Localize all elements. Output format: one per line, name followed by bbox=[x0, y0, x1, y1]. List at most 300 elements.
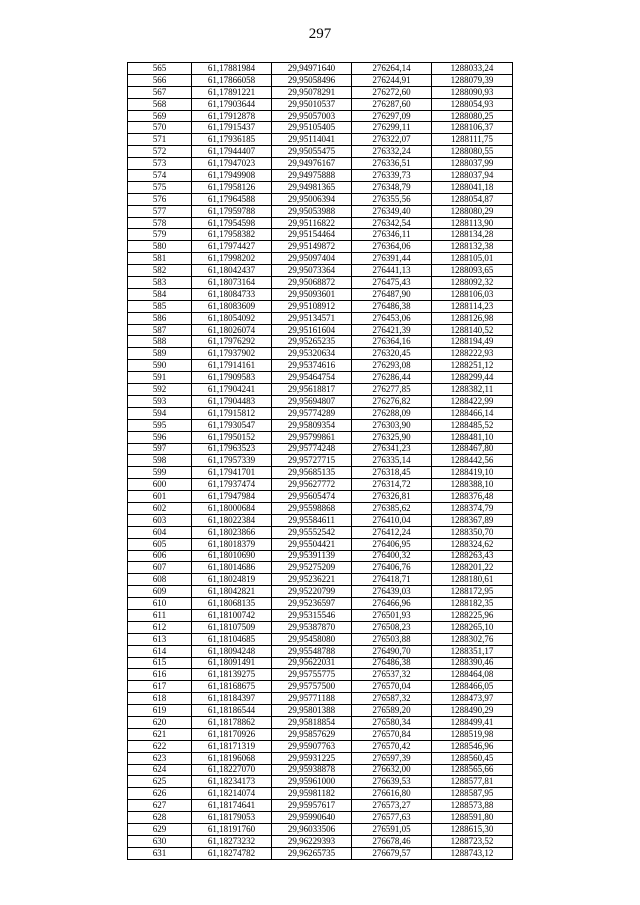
table-row bbox=[128, 693, 513, 705]
table-row bbox=[128, 800, 513, 812]
coordinates-table-body bbox=[128, 63, 513, 860]
longitude-cell: 29,95275209 bbox=[272, 562, 352, 574]
x-coordinate-cell: 276341,23 bbox=[352, 443, 432, 455]
point-number-cell: 586 bbox=[128, 312, 192, 324]
y-coordinate-cell: 1288140,52 bbox=[432, 324, 513, 336]
y-coordinate-cell: 1288054,93 bbox=[432, 98, 513, 110]
table-row bbox=[128, 776, 513, 788]
longitude-cell: 29,94975888 bbox=[272, 170, 352, 182]
table-row bbox=[128, 835, 513, 847]
point-number-cell: 592 bbox=[128, 384, 192, 396]
x-coordinate-cell: 276326,81 bbox=[352, 491, 432, 503]
latitude-cell: 61,18214074 bbox=[192, 788, 272, 800]
latitude-cell: 61,17947984 bbox=[192, 491, 272, 503]
y-coordinate-cell: 1288560,45 bbox=[432, 752, 513, 764]
longitude-cell: 29,95265235 bbox=[272, 336, 352, 348]
x-coordinate-cell: 276325,90 bbox=[352, 431, 432, 443]
longitude-cell: 29,95685135 bbox=[272, 467, 352, 479]
x-coordinate-cell: 276349,40 bbox=[352, 205, 432, 217]
x-coordinate-cell: 276486,38 bbox=[352, 657, 432, 669]
x-coordinate-cell: 276487,90 bbox=[352, 288, 432, 300]
x-coordinate-cell: 276587,32 bbox=[352, 693, 432, 705]
point-number-cell: 601 bbox=[128, 491, 192, 503]
point-number-cell: 616 bbox=[128, 669, 192, 681]
latitude-cell: 61,18273232 bbox=[192, 835, 272, 847]
x-coordinate-cell: 276272,60 bbox=[352, 86, 432, 98]
latitude-cell: 61,17949908 bbox=[192, 170, 272, 182]
latitude-cell: 61,17914161 bbox=[192, 360, 272, 372]
latitude-cell: 61,18170926 bbox=[192, 728, 272, 740]
latitude-cell: 61,17904241 bbox=[192, 384, 272, 396]
x-coordinate-cell: 276346,11 bbox=[352, 229, 432, 241]
table-row bbox=[128, 98, 513, 110]
point-number-cell: 598 bbox=[128, 455, 192, 467]
y-coordinate-cell: 1288080,25 bbox=[432, 110, 513, 122]
y-coordinate-cell: 1288033,24 bbox=[432, 63, 513, 75]
y-coordinate-cell: 1288481,10 bbox=[432, 431, 513, 443]
latitude-cell: 61,18014686 bbox=[192, 562, 272, 574]
latitude-cell: 61,18024819 bbox=[192, 574, 272, 586]
point-number-cell: 625 bbox=[128, 776, 192, 788]
y-coordinate-cell: 1288037,99 bbox=[432, 158, 513, 170]
longitude-cell: 29,95078291 bbox=[272, 86, 352, 98]
y-coordinate-cell: 1288080,55 bbox=[432, 146, 513, 158]
x-coordinate-cell: 276287,60 bbox=[352, 98, 432, 110]
longitude-cell: 29,96229393 bbox=[272, 835, 352, 847]
x-coordinate-cell: 276303,90 bbox=[352, 419, 432, 431]
page-number: 297 bbox=[308, 26, 332, 42]
latitude-cell: 61,17936185 bbox=[192, 134, 272, 146]
table-row bbox=[128, 431, 513, 443]
y-coordinate-cell: 1288079,39 bbox=[432, 74, 513, 86]
table-row bbox=[128, 716, 513, 728]
longitude-cell: 29,95981182 bbox=[272, 788, 352, 800]
point-number-cell: 582 bbox=[128, 265, 192, 277]
point-number-cell: 622 bbox=[128, 740, 192, 752]
table-row bbox=[128, 538, 513, 550]
longitude-cell: 29,96265735 bbox=[272, 847, 352, 859]
table-row bbox=[128, 205, 513, 217]
y-coordinate-cell: 1288201,22 bbox=[432, 562, 513, 574]
table-row bbox=[128, 372, 513, 384]
longitude-cell: 29,95727715 bbox=[272, 455, 352, 467]
x-coordinate-cell: 276597,39 bbox=[352, 752, 432, 764]
latitude-cell: 61,18174641 bbox=[192, 800, 272, 812]
x-coordinate-cell: 276276,82 bbox=[352, 395, 432, 407]
x-coordinate-cell: 276580,34 bbox=[352, 716, 432, 728]
point-number-cell: 615 bbox=[128, 657, 192, 669]
x-coordinate-cell: 276490,70 bbox=[352, 645, 432, 657]
x-coordinate-cell: 276570,04 bbox=[352, 681, 432, 693]
x-coordinate-cell: 276589,20 bbox=[352, 705, 432, 717]
y-coordinate-cell: 1288565,66 bbox=[432, 764, 513, 776]
longitude-cell: 29,95857629 bbox=[272, 728, 352, 740]
y-coordinate-cell: 1288324,62 bbox=[432, 538, 513, 550]
point-number-cell: 623 bbox=[128, 752, 192, 764]
y-coordinate-cell: 1288723,52 bbox=[432, 835, 513, 847]
latitude-cell: 61,17964588 bbox=[192, 193, 272, 205]
x-coordinate-cell: 276570,42 bbox=[352, 740, 432, 752]
longitude-cell: 29,95961000 bbox=[272, 776, 352, 788]
longitude-cell: 29,95134571 bbox=[272, 312, 352, 324]
x-coordinate-cell: 276573,27 bbox=[352, 800, 432, 812]
x-coordinate-cell: 276318,45 bbox=[352, 467, 432, 479]
x-coordinate-cell: 276335,14 bbox=[352, 455, 432, 467]
y-coordinate-cell: 1288367,89 bbox=[432, 514, 513, 526]
point-number-cell: 576 bbox=[128, 193, 192, 205]
y-coordinate-cell: 1288092,32 bbox=[432, 277, 513, 289]
point-number-cell: 613 bbox=[128, 633, 192, 645]
latitude-cell: 61,18026074 bbox=[192, 324, 272, 336]
y-coordinate-cell: 1288467,80 bbox=[432, 443, 513, 455]
y-coordinate-cell: 1288054,87 bbox=[432, 193, 513, 205]
latitude-cell: 61,17947023 bbox=[192, 158, 272, 170]
latitude-cell: 61,17954598 bbox=[192, 217, 272, 229]
longitude-cell: 29,95108912 bbox=[272, 300, 352, 312]
point-number-cell: 627 bbox=[128, 800, 192, 812]
longitude-cell: 29,95105405 bbox=[272, 122, 352, 134]
x-coordinate-cell: 276277,85 bbox=[352, 384, 432, 396]
longitude-cell: 29,95464754 bbox=[272, 372, 352, 384]
longitude-cell: 29,95387870 bbox=[272, 621, 352, 633]
table-row bbox=[128, 847, 513, 859]
x-coordinate-cell: 276314,72 bbox=[352, 479, 432, 491]
table-row bbox=[128, 586, 513, 598]
longitude-cell: 29,95990640 bbox=[272, 812, 352, 824]
point-number-cell: 587 bbox=[128, 324, 192, 336]
point-number-cell: 629 bbox=[128, 824, 192, 836]
table-row bbox=[128, 550, 513, 562]
table-row bbox=[128, 419, 513, 431]
longitude-cell: 29,95774289 bbox=[272, 407, 352, 419]
latitude-cell: 61,18178862 bbox=[192, 716, 272, 728]
y-coordinate-cell: 1288442,56 bbox=[432, 455, 513, 467]
latitude-cell: 61,18274782 bbox=[192, 847, 272, 859]
table-row bbox=[128, 110, 513, 122]
table-row bbox=[128, 348, 513, 360]
y-coordinate-cell: 1288587,95 bbox=[432, 788, 513, 800]
y-coordinate-cell: 1288388,10 bbox=[432, 479, 513, 491]
x-coordinate-cell: 276678,46 bbox=[352, 835, 432, 847]
table-row bbox=[128, 479, 513, 491]
latitude-cell: 61,18171319 bbox=[192, 740, 272, 752]
y-coordinate-cell: 1288263,43 bbox=[432, 550, 513, 562]
y-coordinate-cell: 1288615,30 bbox=[432, 824, 513, 836]
longitude-cell: 29,95757500 bbox=[272, 681, 352, 693]
y-coordinate-cell: 1288080,29 bbox=[432, 205, 513, 217]
y-coordinate-cell: 1288466,14 bbox=[432, 407, 513, 419]
latitude-cell: 61,18186544 bbox=[192, 705, 272, 717]
latitude-cell: 61,17976292 bbox=[192, 336, 272, 348]
table-row bbox=[128, 491, 513, 503]
latitude-cell: 61,17998202 bbox=[192, 253, 272, 265]
latitude-cell: 61,18022384 bbox=[192, 514, 272, 526]
latitude-cell: 61,17937474 bbox=[192, 479, 272, 491]
table-row bbox=[128, 181, 513, 193]
latitude-cell: 61,18000684 bbox=[192, 502, 272, 514]
latitude-cell: 61,18042437 bbox=[192, 265, 272, 277]
longitude-cell: 29,94971640 bbox=[272, 63, 352, 75]
y-coordinate-cell: 1288093,65 bbox=[432, 265, 513, 277]
latitude-cell: 61,17930547 bbox=[192, 419, 272, 431]
point-number-cell: 621 bbox=[128, 728, 192, 740]
latitude-cell: 61,17959788 bbox=[192, 205, 272, 217]
point-number-cell: 617 bbox=[128, 681, 192, 693]
longitude-cell: 29,95622031 bbox=[272, 657, 352, 669]
table-row bbox=[128, 288, 513, 300]
table-row bbox=[128, 812, 513, 824]
x-coordinate-cell: 276439,03 bbox=[352, 586, 432, 598]
x-coordinate-cell: 276299,11 bbox=[352, 122, 432, 134]
longitude-cell: 29,95161604 bbox=[272, 324, 352, 336]
x-coordinate-cell: 276244,91 bbox=[352, 74, 432, 86]
latitude-cell: 61,17903644 bbox=[192, 98, 272, 110]
point-number-cell: 578 bbox=[128, 217, 192, 229]
y-coordinate-cell: 1288251,12 bbox=[432, 360, 513, 372]
y-coordinate-cell: 1288519,98 bbox=[432, 728, 513, 740]
x-coordinate-cell: 276406,95 bbox=[352, 538, 432, 550]
latitude-cell: 61,17909583 bbox=[192, 372, 272, 384]
longitude-cell: 29,95548788 bbox=[272, 645, 352, 657]
x-coordinate-cell: 276508,23 bbox=[352, 621, 432, 633]
point-number-cell: 594 bbox=[128, 407, 192, 419]
table-row bbox=[128, 788, 513, 800]
table-row bbox=[128, 514, 513, 526]
point-number-cell: 628 bbox=[128, 812, 192, 824]
table-row bbox=[128, 336, 513, 348]
y-coordinate-cell: 1288299,44 bbox=[432, 372, 513, 384]
latitude-cell: 61,17881984 bbox=[192, 63, 272, 75]
x-coordinate-cell: 276475,43 bbox=[352, 277, 432, 289]
point-number-cell: 589 bbox=[128, 348, 192, 360]
coordinates-table bbox=[127, 62, 513, 860]
x-coordinate-cell: 276348,79 bbox=[352, 181, 432, 193]
x-coordinate-cell: 276537,32 bbox=[352, 669, 432, 681]
point-number-cell: 571 bbox=[128, 134, 192, 146]
table-row bbox=[128, 324, 513, 336]
table-row bbox=[128, 384, 513, 396]
table-row bbox=[128, 502, 513, 514]
x-coordinate-cell: 276364,16 bbox=[352, 336, 432, 348]
y-coordinate-cell: 1288182,35 bbox=[432, 598, 513, 610]
x-coordinate-cell: 276364,06 bbox=[352, 241, 432, 253]
point-number-cell: 569 bbox=[128, 110, 192, 122]
longitude-cell: 29,94981365 bbox=[272, 181, 352, 193]
longitude-cell: 29,95957617 bbox=[272, 800, 352, 812]
table-row bbox=[128, 217, 513, 229]
table-row bbox=[128, 63, 513, 75]
latitude-cell: 61,18091491 bbox=[192, 657, 272, 669]
y-coordinate-cell: 1288382,11 bbox=[432, 384, 513, 396]
y-coordinate-cell: 1288265,10 bbox=[432, 621, 513, 633]
longitude-cell: 29,95006394 bbox=[272, 193, 352, 205]
longitude-cell: 29,95907763 bbox=[272, 740, 352, 752]
y-coordinate-cell: 1288464,08 bbox=[432, 669, 513, 681]
latitude-cell: 61,17974427 bbox=[192, 241, 272, 253]
y-coordinate-cell: 1288351,17 bbox=[432, 645, 513, 657]
latitude-cell: 61,18168675 bbox=[192, 681, 272, 693]
latitude-cell: 61,18094248 bbox=[192, 645, 272, 657]
latitude-cell: 61,18139275 bbox=[192, 669, 272, 681]
point-number-cell: 565 bbox=[128, 63, 192, 75]
longitude-cell: 29,95598868 bbox=[272, 502, 352, 514]
point-number-cell: 573 bbox=[128, 158, 192, 170]
table-row bbox=[128, 265, 513, 277]
longitude-cell: 29,95938878 bbox=[272, 764, 352, 776]
latitude-cell: 61,17904483 bbox=[192, 395, 272, 407]
point-number-cell: 597 bbox=[128, 443, 192, 455]
table-row bbox=[128, 574, 513, 586]
x-coordinate-cell: 276288,09 bbox=[352, 407, 432, 419]
table-row bbox=[128, 241, 513, 253]
y-coordinate-cell: 1288106,37 bbox=[432, 122, 513, 134]
point-number-cell: 607 bbox=[128, 562, 192, 574]
y-coordinate-cell: 1288490,29 bbox=[432, 705, 513, 717]
point-number-cell: 574 bbox=[128, 170, 192, 182]
table-row bbox=[128, 158, 513, 170]
y-coordinate-cell: 1288222,93 bbox=[432, 348, 513, 360]
table-row bbox=[128, 443, 513, 455]
y-coordinate-cell: 1288591,80 bbox=[432, 812, 513, 824]
longitude-cell: 29,95058496 bbox=[272, 74, 352, 86]
point-number-cell: 580 bbox=[128, 241, 192, 253]
table-row bbox=[128, 146, 513, 158]
longitude-cell: 29,95236221 bbox=[272, 574, 352, 586]
x-coordinate-cell: 276577,63 bbox=[352, 812, 432, 824]
point-number-cell: 612 bbox=[128, 621, 192, 633]
latitude-cell: 61,17866058 bbox=[192, 74, 272, 86]
table-row bbox=[128, 669, 513, 681]
table-row bbox=[128, 74, 513, 86]
point-number-cell: 624 bbox=[128, 764, 192, 776]
y-coordinate-cell: 1288132,38 bbox=[432, 241, 513, 253]
longitude-cell: 29,95055475 bbox=[272, 146, 352, 158]
longitude-cell: 29,95093601 bbox=[272, 288, 352, 300]
table-row bbox=[128, 740, 513, 752]
table-row bbox=[128, 395, 513, 407]
table-row bbox=[128, 645, 513, 657]
table-row bbox=[128, 824, 513, 836]
x-coordinate-cell: 276591,05 bbox=[352, 824, 432, 836]
latitude-cell: 61,17958126 bbox=[192, 181, 272, 193]
longitude-cell: 29,95149872 bbox=[272, 241, 352, 253]
longitude-cell: 29,95154464 bbox=[272, 229, 352, 241]
latitude-cell: 61,18010690 bbox=[192, 550, 272, 562]
y-coordinate-cell: 1288390,46 bbox=[432, 657, 513, 669]
table-row bbox=[128, 598, 513, 610]
y-coordinate-cell: 1288105,01 bbox=[432, 253, 513, 265]
latitude-cell: 61,18084733 bbox=[192, 288, 272, 300]
longitude-cell: 29,95809354 bbox=[272, 419, 352, 431]
table-row bbox=[128, 764, 513, 776]
table-row bbox=[128, 609, 513, 621]
x-coordinate-cell: 276336,51 bbox=[352, 158, 432, 170]
y-coordinate-cell: 1288090,93 bbox=[432, 86, 513, 98]
point-number-cell: 591 bbox=[128, 372, 192, 384]
x-coordinate-cell: 276486,38 bbox=[352, 300, 432, 312]
point-number-cell: 614 bbox=[128, 645, 192, 657]
longitude-cell: 29,95320634 bbox=[272, 348, 352, 360]
latitude-cell: 61,17915437 bbox=[192, 122, 272, 134]
x-coordinate-cell: 276632,00 bbox=[352, 764, 432, 776]
point-number-cell: 588 bbox=[128, 336, 192, 348]
y-coordinate-cell: 1288376,48 bbox=[432, 491, 513, 503]
table-row bbox=[128, 229, 513, 241]
point-number-cell: 619 bbox=[128, 705, 192, 717]
latitude-cell: 61,18068135 bbox=[192, 598, 272, 610]
y-coordinate-cell: 1288374,79 bbox=[432, 502, 513, 514]
latitude-cell: 61,18179053 bbox=[192, 812, 272, 824]
x-coordinate-cell: 276406,76 bbox=[352, 562, 432, 574]
point-number-cell: 608 bbox=[128, 574, 192, 586]
latitude-cell: 61,18196068 bbox=[192, 752, 272, 764]
x-coordinate-cell: 276441,13 bbox=[352, 265, 432, 277]
longitude-cell: 29,95504421 bbox=[272, 538, 352, 550]
y-coordinate-cell: 1288111,75 bbox=[432, 134, 513, 146]
point-number-cell: 630 bbox=[128, 835, 192, 847]
point-number-cell: 584 bbox=[128, 288, 192, 300]
y-coordinate-cell: 1288573,88 bbox=[432, 800, 513, 812]
y-coordinate-cell: 1288134,28 bbox=[432, 229, 513, 241]
longitude-cell: 29,95801388 bbox=[272, 705, 352, 717]
point-number-cell: 605 bbox=[128, 538, 192, 550]
point-number-cell: 611 bbox=[128, 609, 192, 621]
y-coordinate-cell: 1288225,96 bbox=[432, 609, 513, 621]
point-number-cell: 595 bbox=[128, 419, 192, 431]
y-coordinate-cell: 1288172,95 bbox=[432, 586, 513, 598]
x-coordinate-cell: 276355,56 bbox=[352, 193, 432, 205]
longitude-cell: 29,95068872 bbox=[272, 277, 352, 289]
longitude-cell: 29,95584611 bbox=[272, 514, 352, 526]
x-coordinate-cell: 276410,04 bbox=[352, 514, 432, 526]
point-number-cell: 600 bbox=[128, 479, 192, 491]
latitude-cell: 61,18100742 bbox=[192, 609, 272, 621]
y-coordinate-cell: 1288194,49 bbox=[432, 336, 513, 348]
latitude-cell: 61,18073164 bbox=[192, 277, 272, 289]
y-coordinate-cell: 1288743,12 bbox=[432, 847, 513, 859]
latitude-cell: 61,17915812 bbox=[192, 407, 272, 419]
latitude-cell: 61,18083609 bbox=[192, 300, 272, 312]
point-number-cell: 620 bbox=[128, 716, 192, 728]
point-number-cell: 583 bbox=[128, 277, 192, 289]
x-coordinate-cell: 276466,96 bbox=[352, 598, 432, 610]
x-coordinate-cell: 276421,39 bbox=[352, 324, 432, 336]
longitude-cell: 29,95818854 bbox=[272, 716, 352, 728]
longitude-cell: 29,95458080 bbox=[272, 633, 352, 645]
x-coordinate-cell: 276385,62 bbox=[352, 502, 432, 514]
longitude-cell: 29,95694807 bbox=[272, 395, 352, 407]
table-row bbox=[128, 170, 513, 182]
table-row bbox=[128, 455, 513, 467]
y-coordinate-cell: 1288037,94 bbox=[432, 170, 513, 182]
point-number-cell: 567 bbox=[128, 86, 192, 98]
point-number-cell: 566 bbox=[128, 74, 192, 86]
longitude-cell: 29,95799861 bbox=[272, 431, 352, 443]
x-coordinate-cell: 276342,54 bbox=[352, 217, 432, 229]
point-number-cell: 581 bbox=[128, 253, 192, 265]
point-number-cell: 596 bbox=[128, 431, 192, 443]
point-number-cell: 603 bbox=[128, 514, 192, 526]
y-coordinate-cell: 1288126,98 bbox=[432, 312, 513, 324]
y-coordinate-cell: 1288350,70 bbox=[432, 526, 513, 538]
point-number-cell: 610 bbox=[128, 598, 192, 610]
longitude-cell: 29,95116822 bbox=[272, 217, 352, 229]
table-row bbox=[128, 621, 513, 633]
table-row bbox=[128, 134, 513, 146]
table-row bbox=[128, 253, 513, 265]
y-coordinate-cell: 1288466,05 bbox=[432, 681, 513, 693]
latitude-cell: 61,17937902 bbox=[192, 348, 272, 360]
